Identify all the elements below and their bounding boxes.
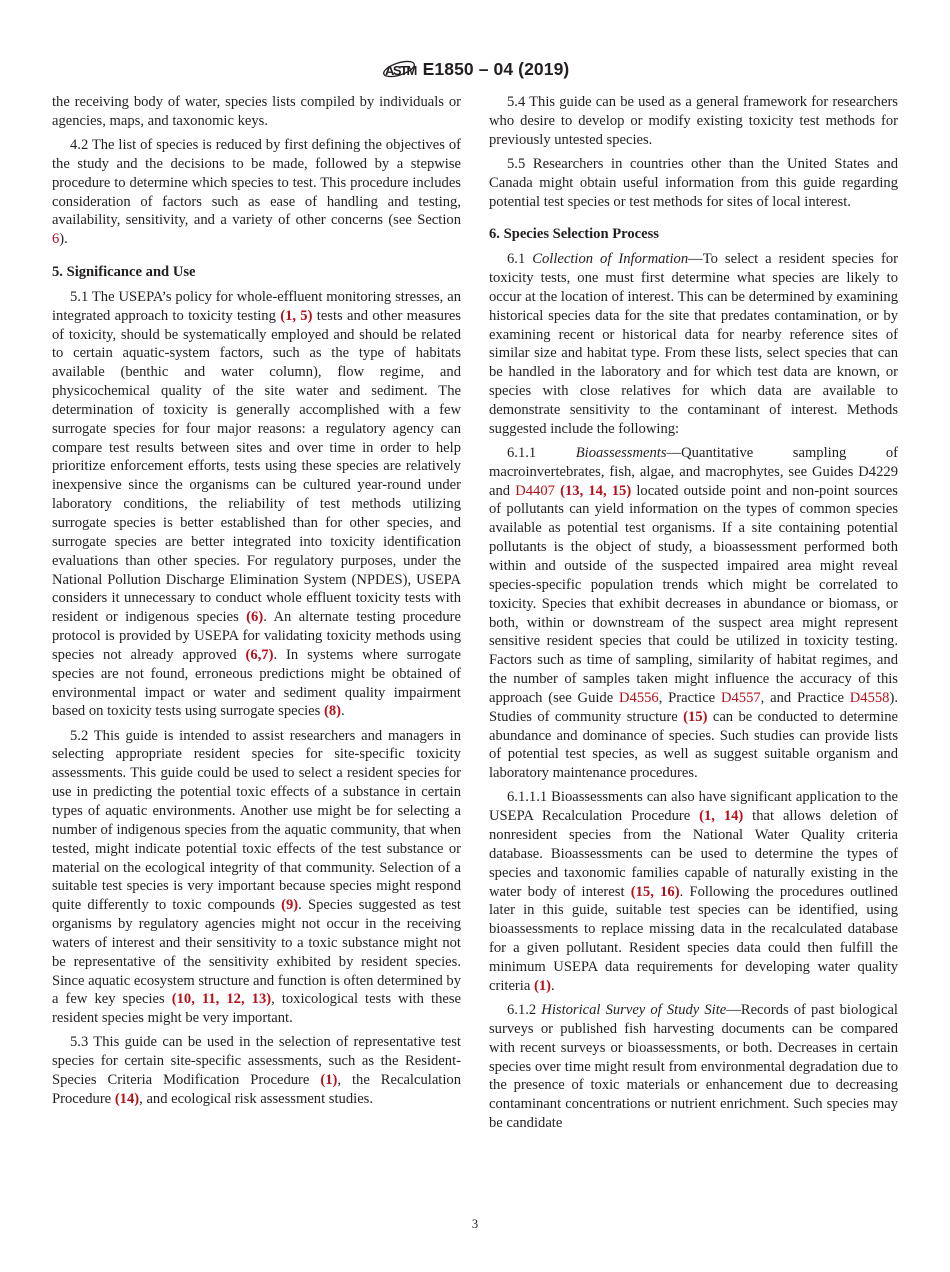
reference-link[interactable]: (13, 14, 15) bbox=[560, 482, 632, 499]
reference-link[interactable]: (14) bbox=[114, 1090, 140, 1107]
standard-link-d4556[interactable]: D4556 bbox=[618, 689, 659, 706]
subsection-title: Collection of Information bbox=[532, 251, 689, 268]
paragraph-5-5: 5.5 Researchers in countries other than the United States and Canada might obtain useful information from this guide regarding potential test species or test methods for sites of local interest. bbox=[489, 155, 898, 210]
paragraph-4-2: 4.2 The list of species is reduced by first defining the objectives of the study and the decisions to be made, followed by a stepwise procedure to determine which species to test. This procedure includes consideration of factors such as ease of handling and testing, availability, sensitivity, and a variety of other concerns (see Section 6). bbox=[52, 136, 461, 248]
paragraph-5-4: 5.4 This guide can be used as a general framework for researchers who desire to develop or modify existing toxicity test methods for previously untested species. bbox=[489, 94, 898, 148]
subsection-title: Bioassessments bbox=[575, 444, 667, 461]
paragraph-5-1: 5.1 The USEPA’s policy for whole-effluent monitoring stresses, an integrated approach to toxicity testing (1, 5) tests and other measures of toxicity, should be systematically employed and should be related to certain aquatic-system factors, such as the type of habitats available (benthic and water column), flow regime, and physicochemical quality of the site water and sediment. The determination of toxicity is generally accomplished with a few surrogate species for four major reasons: a regulatory agency can compare test results between sites and over time in order to help prioritize enforcement efforts, tests using these species are relatively inexpensive since the organisms can be cultured year-round under laboratory conditions, the reliability of test methods utilizing surrogate species is better established than for other species, and surrogate species are better integrated into toxicity identification evaluations than other species. For regulatory purposes, under the National Pollution Discharge Elimination System (NPDES), USEPA considers it unnecessary to conduct whole effluent toxicity tests with resident or indigenous species (6). An alternate testing procedure protocol is provided by USEPA for validating toxicity methods using species not already approved (6,7). In systems where surrogate species are not found, erroneous predictions might be obtained of environmental impact or water and sediment quality impairment based on toxicity tests using surrogate species (8). bbox=[52, 288, 461, 720]
standard-link-d4558[interactable]: D4558 bbox=[849, 689, 890, 706]
page-number: 3 bbox=[471, 1217, 479, 1231]
reference-link[interactable]: (8) bbox=[323, 703, 341, 720]
reference-link[interactable]: (1, 14) bbox=[699, 808, 744, 825]
reference-link[interactable]: (9) bbox=[281, 897, 299, 914]
right-column bbox=[489, 93, 898, 1138]
section-6-heading: 6. Species Selection Process bbox=[489, 226, 659, 243]
reference-link[interactable]: (1, 5) bbox=[280, 307, 313, 324]
reference-link[interactable]: (6,7) bbox=[245, 646, 274, 663]
reference-link[interactable]: (15, 16) bbox=[630, 883, 680, 900]
paragraph-6-1-1: 6.1.1 Bioassessments—Quantitative sampling of macroinvertebrates, fish, algae, and macrophytes, see Guides D4229 and D4407 (13, 14, 15) located outside point and non-point sources of pollutants can yield information on the types of common species available as potential test organisms. If a site containing potential pollutants is the object of study, a bioassessment performed both within and outside of the suspected impaired area might reveal species-specific population trends which might be correlated to toxicity. Species that exhibit decreases in abundance or biomass, or both, within or downstream of the suspect area might represent sensitive resident species that could be utilized in toxicity testing. Factors such as time of sampling, similarity of habitat regimes, and the number of samples taken might influence the accuracy of this approach (see Guide D4556, Practice D4557, and Practice D4558). Studies of community structure (15) can be conducted to determine abundance and dominance of species. Such studies can provide lists of potential test species, as well as suggest suitable organism and laboratory maintenance procedures. bbox=[489, 444, 898, 782]
section-5-heading: 5. Significance and Use bbox=[52, 264, 196, 281]
standard-designation: E1850 – 04 (2019) bbox=[422, 58, 570, 79]
astm-logo-icon bbox=[381, 54, 417, 84]
paragraph-6-1-2: 6.1.2 Historical Survey of Study Site—Records of past biological surveys or published fish harvesting documents can be compared with recent surveys or bioassessments, or both. Decreases in certain species over time might result from environmental degradation due to the presence of toxic materials or enhancement due to decreasing contaminant concentrations or nutrient enrichment. Such species may be candidate bbox=[489, 1002, 898, 1132]
paragraph-6-1-1-1: 6.1.1.1 Bioassessments can also have significant application to the USEPA Recalculation Procedure (1, 14) that allows deletion of nonresident species from the National Water Quality criteria database. Bioassessments can be used to determine the types of species and taxonomic families capable of naturally existing in the water body of interest (15, 16). Following the procedures outlined later in this guide, suitable test species can be identified, using bioassessments to replace missing data in the recalculated database for a given pollutant. Resident species data could then fulfill the minimum USEPA data requirements for developing water quality criteria (1). bbox=[489, 789, 898, 994]
subsection-title: Historical Survey of Study Site bbox=[541, 1002, 727, 1018]
reference-link[interactable]: (10, 11, 12, 13) bbox=[171, 991, 272, 1008]
svg-text:ASTM: ASTM bbox=[384, 63, 416, 78]
left-column bbox=[52, 93, 461, 1114]
page-header bbox=[0, 54, 950, 84]
reference-link[interactable]: (1) bbox=[533, 977, 551, 994]
paragraph-4-1-continued: the receiving body of water, species lists compiled by individuals or agencies, maps, and taxonomic keys. bbox=[52, 94, 461, 129]
paragraph-5-2: 5.2 This guide is intended to assist researchers and managers in selecting appropriate resident species for site-specific toxicity assessments. This guide could be used to select a resident species for use in predicting the potential toxic effects of a substance in certain types of aquatic environments. Another use might be for selecting a number of indigenous species from the aquatic community, that when tested, might indicate potential toxic effects of the test substance or material on the ecological integrity of that community. Selection of a suitable test species is very important because species might respond quite differently to toxic compounds (9). Species suggested as test organisms by regulatory agencies might not occur in the receiving waters of interest and their sensitivity to a toxic substance might not be representative of the sensitivity exhibited by resident species. Since aquatic ecosystem structure and function is often determined by a few key species (10, 11, 12, 13), toxicological tests with these resident species might be very important. bbox=[52, 727, 462, 1027]
standard-link-d4557[interactable]: D4557 bbox=[720, 689, 761, 706]
section-6-link[interactable]: 6 bbox=[52, 231, 60, 248]
reference-link[interactable]: (15) bbox=[683, 708, 708, 725]
paragraph-6-1: 6.1 Collection of Information—To select a resident species for toxicity tests, one must first determine what species are likely to occur at the location of interest. This can be determined by examining historical species data for the site that predates contamination, or by examining recent or historical data for nearby reference sites of similar size and habitat type. From these lists, select species that can be handled in the laboratory and for which test data are known, or species with close relatives for which data are available to demonstrate sensitivity to the contaminant of interest. Methods suggested include the following: bbox=[489, 251, 898, 437]
reference-link[interactable]: (1) bbox=[320, 1072, 338, 1089]
paragraph-5-3: 5.3 This guide can be used in the selection of representative test species for certain site-specific assessments, such as the Resident-Species Criteria Modification Procedure (1), the Recalculation Procedure (14), and ecological risk assessment studies. bbox=[52, 1034, 461, 1107]
standard-link-d4407[interactable]: D4407 bbox=[515, 482, 555, 499]
reference-link[interactable]: (6) bbox=[246, 609, 264, 626]
